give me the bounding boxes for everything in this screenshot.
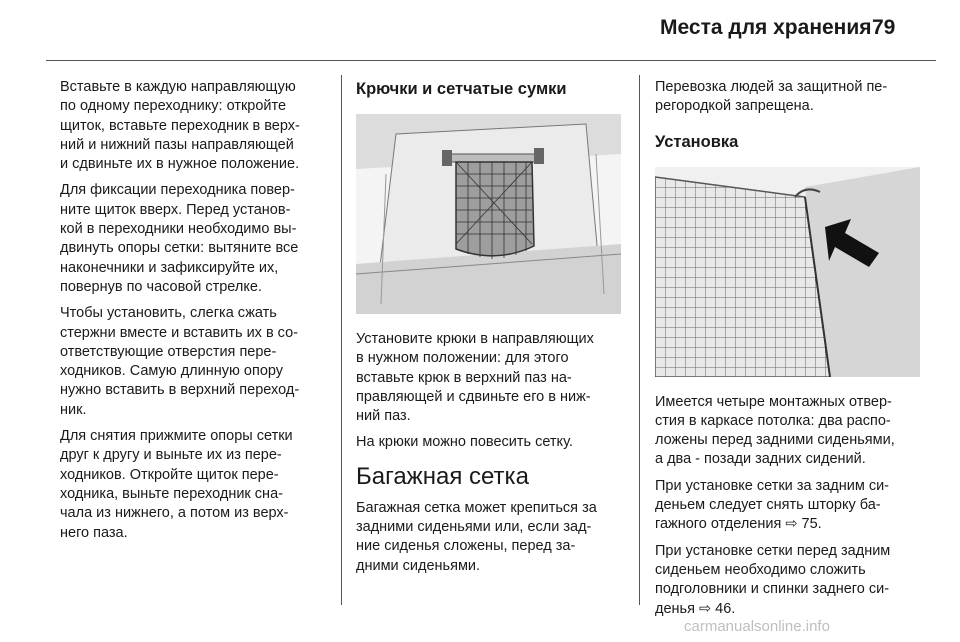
col3-paragraph-2 bbox=[655, 477, 930, 535]
hooks-net-illustration bbox=[356, 114, 621, 314]
column-divider-2 bbox=[639, 75, 640, 605]
page-ref-75[interactable]: 75. bbox=[801, 516, 822, 533]
page-header bbox=[0, 0, 960, 62]
col3-paragraph-2-text: При установке сетки за задним си- деньем следует снять шторку ба- гажного отделения bbox=[655, 477, 890, 533]
column-2 bbox=[356, 78, 628, 583]
luggage-net-heading: Багажная сетка bbox=[356, 462, 529, 490]
header-rule bbox=[46, 60, 936, 61]
arrow-icon: ⇨ bbox=[698, 600, 712, 617]
col1-paragraph-1: Вставьте в каждую направляющую по одному переходнику: откройте щиток, вставьте переходник в верх- ний и нижний пазы направляющей и сдвиньте их в нужное положение. bbox=[60, 79, 300, 173]
col3-paragraph-3-text: При установке сетки перед задним сиденьем необходимо сложить подголовники и спинки заднего си- денья bbox=[655, 542, 891, 617]
column-3 bbox=[655, 78, 930, 626]
page-number: 79 bbox=[872, 16, 896, 39]
col2-paragraph-1: Установите крюки в направляющих в нужном положении: для этого вставьте крюк в верхний паз на- правляющей и сдвиньте его в ниж- ний паз. bbox=[356, 331, 594, 425]
column-1 bbox=[60, 78, 330, 550]
hooks-heading: Крючки и сетчатые сумки bbox=[356, 80, 567, 98]
cargo-net-illustration bbox=[655, 167, 920, 377]
col1-paragraph-2: Для фиксации переходника повер- ните щиток вверх. Перед установ- кой в переходники необходимо вы- двинуть опоры сетки: вытяните все наконечники и зафиксируйте их, повернув по часовой стрелке. bbox=[60, 182, 299, 295]
col2-paragraph-3: Багажная сетка может крепиться за задними сиденьями или, если зад- ние сиденья сложены, перед за- дними сиденьями. bbox=[356, 499, 597, 574]
page-title: Места для хранения bbox=[660, 16, 872, 39]
arrow-icon: ⇨ bbox=[785, 516, 798, 533]
col3-intro: Перевозка людей за защитной пе- регородкой запрещена. bbox=[655, 79, 888, 115]
col1-paragraph-4: Для снятия прижмите опоры сетки друг к другу и выньте их из пере- ходников. Откройте щиток пере- ходника, выньте переходник сна- чала из нижнего, а потом из верх- него паза. bbox=[60, 428, 293, 541]
col2-paragraph-2: На крюки можно повесить сетку. bbox=[356, 434, 573, 451]
col3-paragraph-1: Имеется четыре монтажных отвер- стия в каркасе потолка: два распо- ложены перед задними сиденьями, а два - позади задних сидений. bbox=[655, 393, 895, 468]
installation-heading: Установка bbox=[655, 132, 739, 151]
col1-paragraph-3: Чтобы установить, слегка сжать стержни вместе и вставить их в со- ответствующие отверстия пере- ходников. Самую длинную опору нужно вставить в верхний переход- ник. bbox=[60, 305, 300, 418]
page-ref-46[interactable]: 46. bbox=[715, 600, 736, 617]
col3-paragraph-3 bbox=[655, 542, 930, 619]
column-divider-1 bbox=[341, 75, 342, 605]
watermark-text: carmanualsonline.info bbox=[684, 618, 830, 635]
